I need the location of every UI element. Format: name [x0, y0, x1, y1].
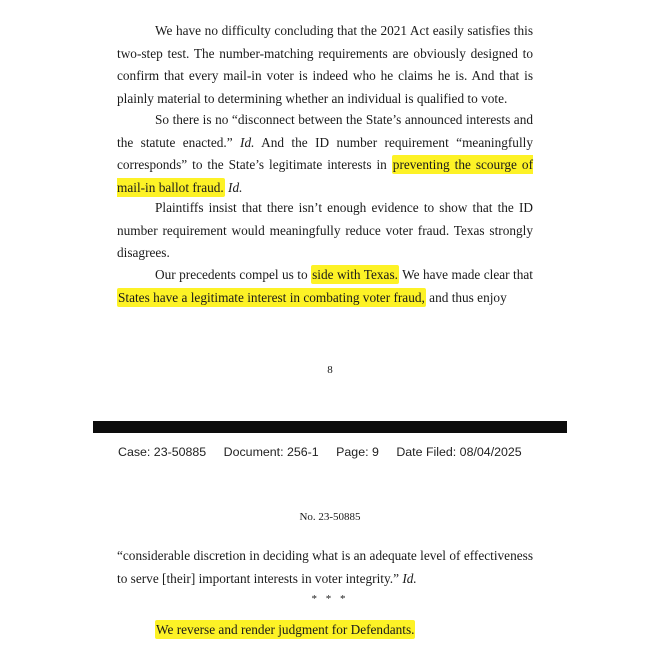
text-segment: and thus enjoy: [425, 289, 507, 305]
citation-text: Id.: [240, 134, 255, 150]
paragraph-precedents: [117, 264, 533, 309]
text-segment: Plaintiffs insist that there isn’t enough evidence to show that the ID number requirement would meaningfully reduce voter fraud. Texas strongly disagrees.: [117, 200, 533, 260]
text-segment: “considerable discretion in deciding what is an adequate level of effectiveness to serve [their] important interests in voter integrity.”: [117, 548, 533, 586]
text-segment: And the ID number requirement “meaningfully corresponds” to the State’s legitimate interests in: [117, 134, 533, 172]
page-number: 8: [327, 364, 333, 376]
paragraph-considerable-discretion: [117, 545, 533, 590]
header-case: Case: 23-50885: [118, 445, 207, 459]
case-header: [118, 445, 548, 459]
paragraph-conclusion: [117, 619, 533, 642]
citation-text: Id.: [228, 179, 243, 195]
section-separator: * * *: [311, 593, 349, 605]
header-date-filed: Date Filed: 08/04/2025: [396, 445, 522, 459]
citation-text: Id.: [402, 570, 417, 586]
text-segment: We have no difficulty concluding that the 2021 Act easily satisfies this two-step test. The number-matching requirements are obviously designed to confirm that every mail-in voter is indeed who he claims he is. And that is plainly material to determining whether an individual is qualified to vote.: [117, 23, 533, 106]
text-segment: So there is no “disconnect between the State’s announced interests and the statute enacted.”: [117, 112, 533, 150]
page-break-divider: [93, 421, 567, 433]
header-document: Document: 256-1: [223, 445, 319, 459]
highlighted-text: States have a legitimate interest in combating voter fraud,: [118, 289, 425, 305]
text-segment: Our precedents compel us to: [155, 267, 312, 282]
case-number: No. 23-50885: [299, 511, 361, 523]
highlighted-text: We reverse and render judgment for Defendants.: [156, 622, 415, 637]
paragraph-two-step-test: [117, 20, 533, 110]
highlighted-text: preventing the scourge of mail-in ballot fraud.: [117, 157, 533, 195]
highlighted-text: side with Texas.: [312, 267, 398, 282]
paragraph-disconnect: [117, 109, 533, 199]
text-segment: We have made clear that: [398, 267, 533, 282]
paragraph-plaintiffs-insist: [117, 197, 533, 265]
header-page: Page: 9: [336, 445, 379, 459]
